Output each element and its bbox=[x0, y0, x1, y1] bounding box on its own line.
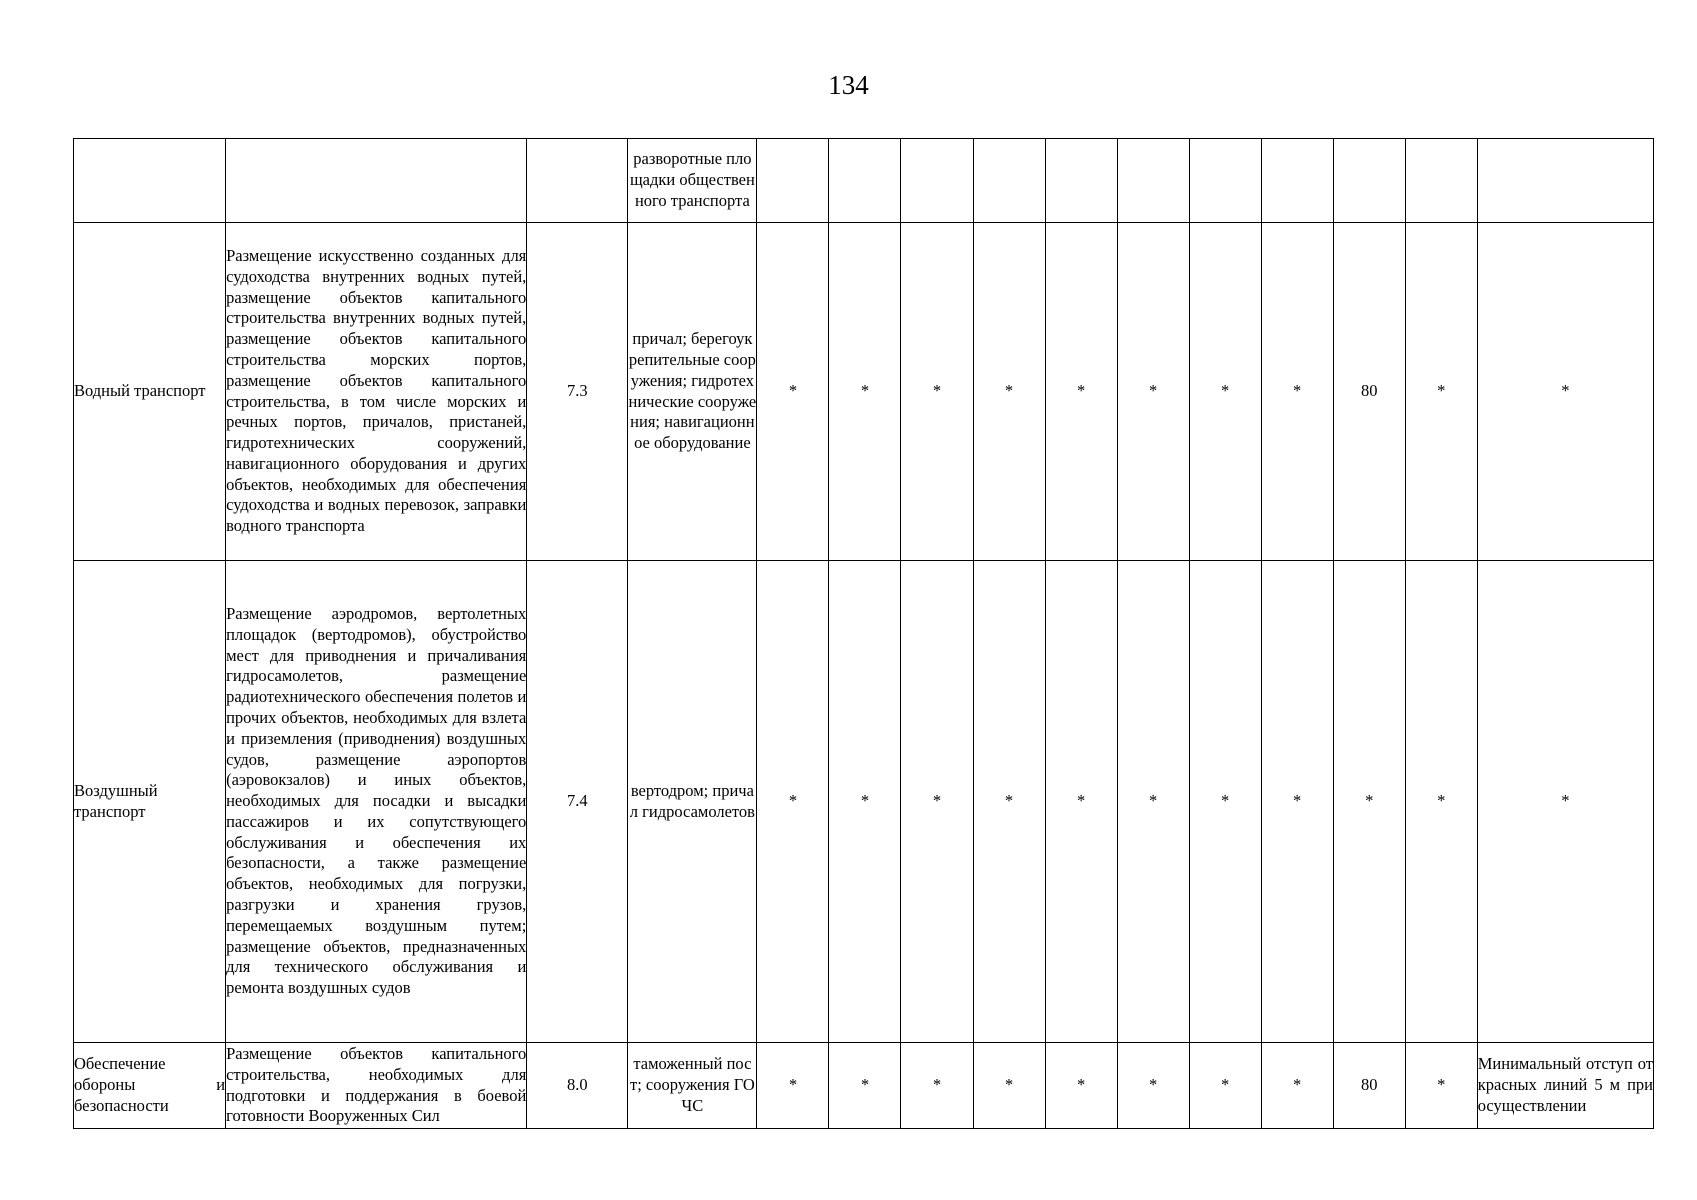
parameter-value bbox=[1189, 139, 1261, 223]
permitted-objects: разворотные площадки общественного транспорта bbox=[628, 139, 757, 223]
parameter-value: * bbox=[1261, 1043, 1333, 1129]
table-row bbox=[74, 139, 1654, 223]
parameter-value: * bbox=[1189, 223, 1261, 561]
use-type-name: Воздушный транспорт bbox=[74, 561, 226, 1043]
parameter-value: * bbox=[1117, 223, 1189, 561]
table-row bbox=[74, 223, 1654, 561]
parameter-value: * bbox=[757, 1043, 829, 1129]
parameter-value: * bbox=[829, 1043, 901, 1129]
parameter-value bbox=[1117, 139, 1189, 223]
parameter-value: * bbox=[973, 223, 1045, 561]
use-type-code: 7.4 bbox=[527, 561, 628, 1043]
parameter-value: * bbox=[901, 223, 973, 561]
use-type-description: Размещение аэродромов, вертолетных площадок (вертодромов), обустройство мест для приводнения и причаливания гидросамолетов, размещение радиотехнического обеспечения полетов и прочих объектов, необходимых для взлета и приземления (приводнения) воздушных судов, размещение аэропортов (аэровокзалов) и иных объектов, необходимых для посадки и высадки пассажиров и их сопутствующего обслуживания и обеспечения их безопасности, а также размещение объектов, необходимых для погрузки, разгрузки и хранения грузов, перемещаемых воздушным путем; размещение объектов, предназначенных для технического обслуживания и ремонта воздушных судов bbox=[226, 561, 527, 1043]
use-type-name bbox=[74, 139, 226, 223]
use-type-code bbox=[527, 139, 628, 223]
use-type-code: 8.0 bbox=[527, 1043, 628, 1129]
note: Минимальный отступ от красных линий 5 м при осуществлении bbox=[1477, 1043, 1653, 1129]
parameter-value: * bbox=[757, 561, 829, 1043]
parameter-value: * bbox=[829, 223, 901, 561]
page-number: 134 bbox=[828, 70, 869, 100]
parameter-value: * bbox=[1405, 1043, 1477, 1129]
parameter-value: * bbox=[1117, 561, 1189, 1043]
table-row bbox=[74, 561, 1654, 1043]
parameter-value: * bbox=[901, 561, 973, 1043]
parameter-value: * bbox=[829, 561, 901, 1043]
parameter-value: * bbox=[1405, 223, 1477, 561]
parameter-value: * bbox=[1045, 561, 1117, 1043]
use-type-name: Водный транспорт bbox=[74, 223, 226, 561]
table-row bbox=[74, 1043, 1654, 1129]
parameter-value: * bbox=[1117, 1043, 1189, 1129]
parameter-value: * bbox=[973, 561, 1045, 1043]
permitted-objects: таможенный пост; сооружения ГО ЧС bbox=[628, 1043, 757, 1129]
permitted-objects: вертодром; причал гидросамолетов bbox=[628, 561, 757, 1043]
parameter-value bbox=[829, 139, 901, 223]
parameter-value: * bbox=[1405, 561, 1477, 1043]
use-type-name: Обеспечение обороны и безопасности bbox=[74, 1043, 226, 1129]
parameter-value: * bbox=[1261, 561, 1333, 1043]
parameter-value bbox=[1261, 139, 1333, 223]
parameter-value: 80 bbox=[1333, 1043, 1405, 1129]
parameter-value bbox=[1045, 139, 1117, 223]
use-type-description bbox=[226, 139, 527, 223]
parameter-value bbox=[757, 139, 829, 223]
parameter-value: * bbox=[973, 1043, 1045, 1129]
parameter-value bbox=[1405, 139, 1477, 223]
use-type-code: 7.3 bbox=[527, 223, 628, 561]
note: * bbox=[1477, 561, 1653, 1043]
zoning-table bbox=[73, 138, 1654, 1129]
use-type-description: Размещение объектов капитального строительства, необходимых для подготовки и поддержания в боевой готовности Вооруженных Сил bbox=[226, 1043, 527, 1129]
parameter-value: * bbox=[901, 1043, 973, 1129]
parameter-value: * bbox=[1333, 561, 1405, 1043]
use-type-description: Размещение искусственно созданных для судоходства внутренних водных путей, размещение объектов капитального строительства внутренних водных путей, размещение объектов капитального строительства морских портов, размещение объектов капитального строительства, в том числе морских и речных портов, причалов, пристаней, гидротехнических сооружений, навигационного оборудования и других объектов, необходимых для обеспечения судоходства и водных перевозок, заправки водного транспорта bbox=[226, 223, 527, 561]
parameter-value: * bbox=[1189, 1043, 1261, 1129]
note bbox=[1477, 139, 1653, 223]
note: * bbox=[1477, 223, 1653, 561]
parameter-value bbox=[1333, 139, 1405, 223]
permitted-objects: причал; берегоукрепительные сооружения; гидротехнические сооружения; навигационное оборудование bbox=[628, 223, 757, 561]
parameter-value: * bbox=[1045, 1043, 1117, 1129]
parameter-value: * bbox=[1045, 223, 1117, 561]
parameter-value: * bbox=[1261, 223, 1333, 561]
parameter-value bbox=[973, 139, 1045, 223]
parameter-value: 80 bbox=[1333, 223, 1405, 561]
parameter-value: * bbox=[757, 223, 829, 561]
parameter-value: * bbox=[1189, 561, 1261, 1043]
parameter-value bbox=[901, 139, 973, 223]
